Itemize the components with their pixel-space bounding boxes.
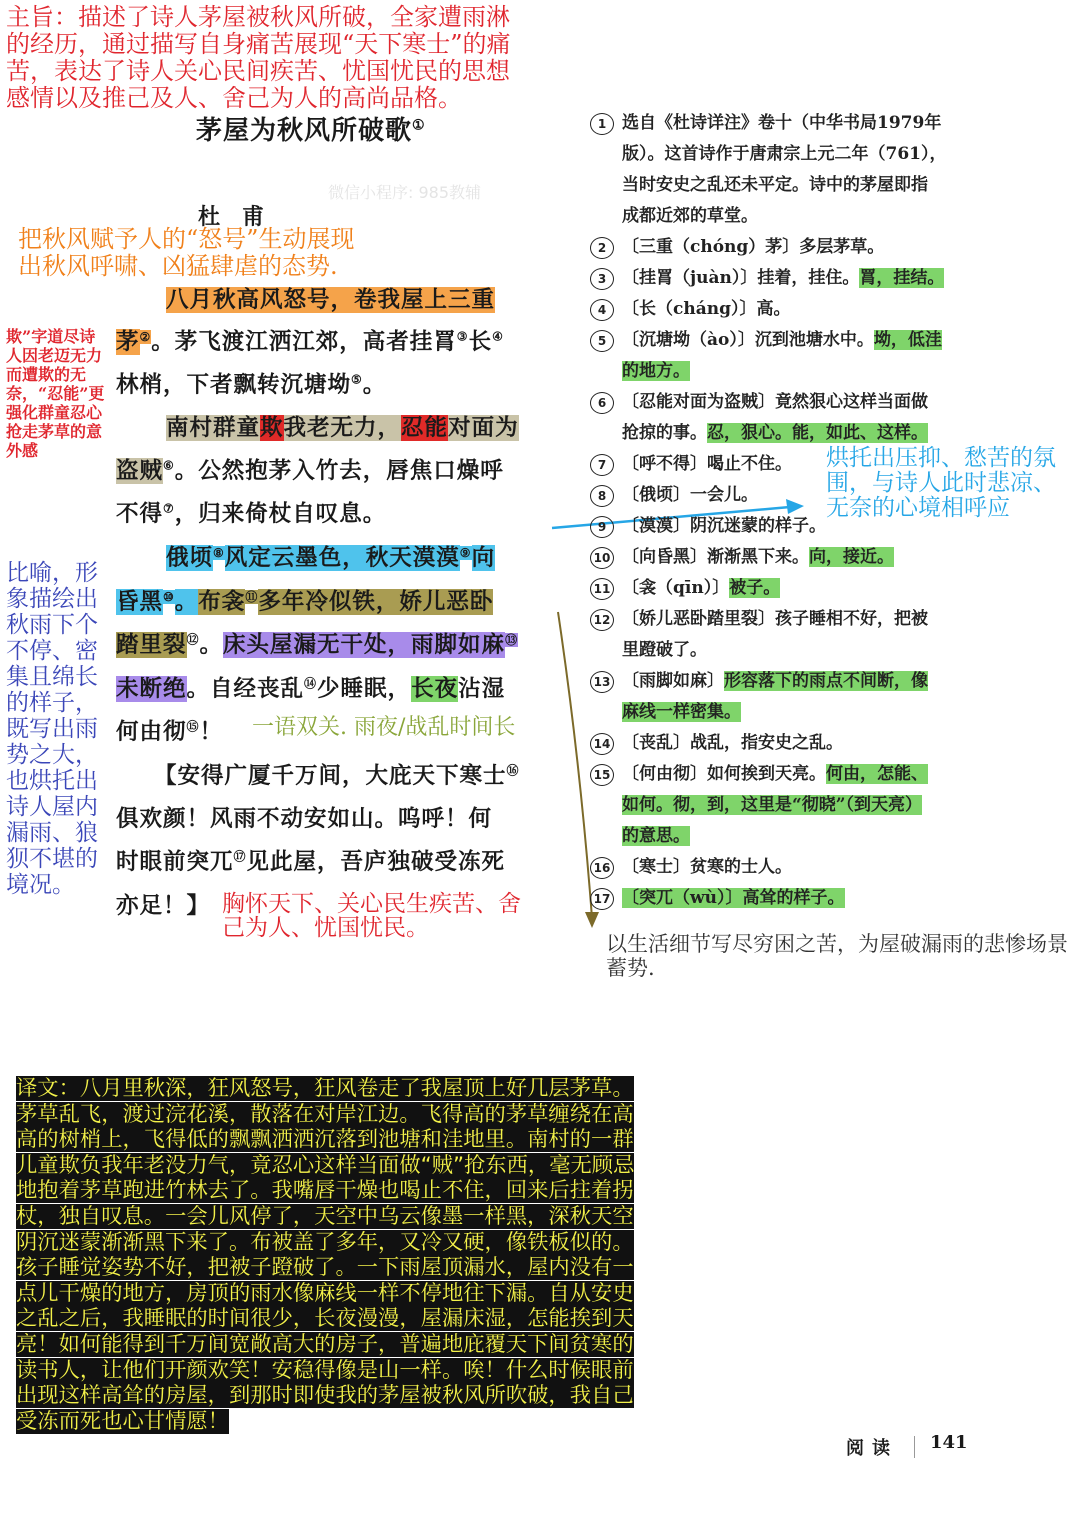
footnote-row bbox=[590, 511, 826, 541]
footnote-highlight: 形容落下的雨点不间断，像 bbox=[724, 671, 928, 691]
footnote-row bbox=[590, 139, 947, 169]
note-marker[interactable]: ⑥ bbox=[163, 458, 175, 473]
poem-text: 向 bbox=[471, 545, 496, 571]
footnote-number: 11 bbox=[590, 578, 614, 600]
footnote-highlight: 被子。 bbox=[729, 578, 781, 598]
footnote-text: 〔忍能对面为盗贼〕竟然狠心这样当面做 bbox=[622, 392, 928, 412]
footnote-text: 〔漠漠〕阴沉迷蒙的样子。 bbox=[622, 516, 826, 536]
poem-author: 杜甫 bbox=[198, 204, 287, 230]
footnote-number: 6 bbox=[590, 392, 614, 414]
footnote-row bbox=[590, 697, 741, 727]
poem-text: 对面为 bbox=[448, 415, 519, 441]
footnote-text: 〔沉塘坳（ào）〕沉到池塘水中。 bbox=[622, 330, 874, 350]
translation-text: 译文：八月里秋深，狂风怒号，狂风卷走了我屋顶上好几层茅草。茅草乱飞，渡过浣花溪，散落在对岸江边。飞得高的茅草缠绕在高高的树梢上，飞得低的飘飘洒洒沉落到池塘和洼地里。南村的一群儿童欺负我年老没力气，竟忍心这样当面做“贼”抢东西，毫无顾忌地抱着茅草跑进竹林去了。我嘴唇干燥也喝止不住，回来后拄着拐杖，独自叹息。一会儿风停了，天空中乌云像墨一样黑，深秋天空阴沉迷蒙渐渐黑下来了。布被盖了多年，又冷又硬，像铁板似的。孩子睡觉姿势不好，把被子蹬破了。一下雨屋顶漏水，屋内没有一点儿干燥的地方，房顶的雨水像麻线一样不停地往下漏。自从安史之乱之后，我睡眠的时间很少，长夜漫漫，屋漏床湿，怎能挨到天亮！如何能得到千万间宽敞高大的房子，普遍地庇覆天下间贫寒的读书人，让他们开颜欢笑！安稳得像是山一样。唉！什么时候眼前出现这样高耸的房屋，到那时即使我的茅屋被秋风所吹破，我自己受冻而死也心甘情愿！ bbox=[16, 1076, 635, 1434]
footnote-text: 版）。这首诗作于唐肃宗上元二年（761）， bbox=[622, 144, 947, 164]
footnote-text: 抢掠的事。 bbox=[622, 423, 707, 443]
poem-text: 昏黑 bbox=[116, 589, 164, 615]
note-marker[interactable]: ⑧ bbox=[213, 545, 225, 560]
footnote-number: 3 bbox=[590, 268, 614, 290]
footnote-number: 10 bbox=[590, 547, 614, 569]
note-marker[interactable]: ⑭ bbox=[304, 676, 318, 691]
note-marker[interactable]: ⑮ bbox=[186, 719, 200, 734]
poem-text: 风定云墨色，秋天漠漠 bbox=[224, 545, 460, 571]
poem-text: 欺 bbox=[260, 415, 284, 441]
footnote-text: 选自《杜诗详注》卷十（中华书局1979年 bbox=[622, 113, 942, 133]
note-marker[interactable]: ⑤ bbox=[351, 372, 363, 387]
poem-text: 长夜 bbox=[411, 676, 459, 702]
theme-annotation: 主旨：描述了诗人茅屋被秋风所破，全家遭雨淋的经历，通过描写自身痛苦展现“天下寒士”的痛苦，表达了诗人关心民间疾苦、忧国忧民的思想感情以及推己及人、舍己为人的高尚品格。 bbox=[6, 3, 511, 112]
footnote-text: 里蹬破了。 bbox=[622, 640, 707, 660]
footnote-row bbox=[590, 356, 690, 386]
note-marker[interactable]: ⑰ bbox=[233, 849, 247, 864]
poem-text: 盗贼 bbox=[116, 458, 164, 484]
note-marker[interactable]: ⑫ bbox=[186, 632, 200, 647]
watermark: 微信小程序: 985教辅 bbox=[328, 183, 482, 202]
footnote-number: 15 bbox=[590, 764, 614, 786]
summary-annotation: 胸怀天下、关心民生疾苦、舍己为人、忧国忧民。 bbox=[222, 891, 521, 941]
footnote-text: 〔向昏黑〕渐渐黑下来。 bbox=[622, 547, 809, 567]
note-marker[interactable]: ③ bbox=[456, 329, 469, 344]
footnote-row bbox=[590, 573, 780, 603]
footnote-highlight: 忍，狠心。能，如此、这样。 bbox=[707, 423, 928, 443]
poem-text: 布衾 bbox=[198, 589, 246, 615]
poem-text: 林梢，下者飘转沉塘坳 bbox=[116, 372, 352, 398]
footnote-row bbox=[590, 480, 758, 510]
poem-text: 茅 bbox=[116, 329, 140, 355]
footnote-row bbox=[590, 201, 758, 231]
footnote-text: 〔娇儿恶卧踏里裂〕孩子睡相不好，把被 bbox=[622, 609, 928, 629]
footnote-text: 〔雨脚如麻〕 bbox=[622, 671, 724, 691]
footnote-row bbox=[590, 790, 922, 820]
poem-text: 亦足！】 bbox=[116, 893, 211, 919]
footnote-row bbox=[590, 635, 707, 665]
note-marker[interactable]: ⑦ bbox=[163, 501, 175, 516]
footnote-text: 〔何由彻〕如何挨到天亮。 bbox=[622, 764, 826, 784]
note-marker[interactable]: ⑩ bbox=[163, 589, 175, 604]
footnote-text: 〔俄顷〕一会儿。 bbox=[622, 485, 758, 505]
wind-annotation: 把秋风赋予人的“怒号”生动展现出秋风呼啸、凶猛肆虐的态势. bbox=[18, 225, 355, 280]
footnote-number: 4 bbox=[590, 299, 614, 321]
translation-block bbox=[16, 1076, 652, 1434]
poem-text: 沾湿 bbox=[458, 676, 506, 702]
footnote-highlight: 何由，怎能、 bbox=[826, 764, 928, 784]
poem-text: ！ bbox=[199, 719, 224, 745]
footnote-text: 〔长（cháng）〕高。 bbox=[622, 299, 791, 319]
poem-text: 多年冷似铁，娇儿恶卧 bbox=[258, 589, 494, 615]
poem-text: 俄顷 bbox=[166, 545, 214, 571]
footnote-row bbox=[590, 418, 928, 448]
poem-text: 。 bbox=[362, 372, 387, 398]
footnote-number: 17 bbox=[590, 888, 614, 910]
footnote-highlight: 〔突兀（wù）〕高耸的样子。 bbox=[622, 888, 845, 908]
footnote-row bbox=[590, 666, 928, 696]
footnote-row bbox=[590, 883, 845, 913]
footnote-text: 〔丧乱〕战乱，指安史之乱。 bbox=[622, 733, 843, 753]
footer-divider bbox=[914, 1436, 915, 1458]
poem-text: 床头屋漏无干处，雨脚如麻 bbox=[223, 632, 506, 658]
footnote-row bbox=[590, 232, 884, 262]
footnote-row bbox=[590, 449, 792, 479]
note-marker[interactable]: ④ bbox=[492, 329, 504, 344]
footnote-text: 〔寒士〕贫寒的士人。 bbox=[622, 857, 792, 877]
footnote-text: 〔衾（qīn）〕 bbox=[622, 578, 730, 598]
footnote-number: 7 bbox=[590, 454, 614, 476]
note-marker[interactable]: ② bbox=[139, 329, 152, 344]
poem-text: 。公然抱茅入竹去，唇焦口燥呼 bbox=[174, 458, 504, 484]
poem-text: 俱欢颜！风雨不动安如山。呜呼！何 bbox=[116, 806, 493, 832]
poem-text: 少睡眠， bbox=[317, 676, 412, 702]
footnote-number: 9 bbox=[590, 516, 614, 538]
section-label: 阅读 bbox=[846, 1438, 898, 1459]
footnote-row bbox=[590, 821, 690, 851]
footnote-highlight: 的意思。 bbox=[622, 826, 690, 846]
footnote-text: 〔挂罥（juàn）〕挂着，挂住。 bbox=[622, 268, 860, 288]
footnote-row bbox=[590, 542, 894, 572]
poem-text: 何由彻 bbox=[116, 719, 187, 745]
olive-arrow-line bbox=[558, 612, 592, 918]
night-annotation: 一语双关. 雨夜/战乱时间长 bbox=[252, 715, 516, 740]
olive-arrowhead bbox=[585, 912, 599, 928]
poem-text: ，归来倚杖自叹息。 bbox=[174, 501, 387, 527]
footnote-row bbox=[590, 728, 843, 758]
footnote-number: 16 bbox=[590, 857, 614, 879]
poem-text: 南村群童 bbox=[166, 415, 261, 441]
poem-text: 。自经丧乱 bbox=[186, 676, 305, 702]
footnote-number: 2 bbox=[590, 237, 614, 259]
footnote-number: 14 bbox=[590, 733, 614, 755]
footnote-row bbox=[590, 852, 792, 882]
footnote-row bbox=[590, 759, 928, 789]
poem-text: 。 bbox=[174, 589, 199, 615]
metaphor-annotation: 比喻，形象描绘出秋雨下个不停、密集且绵长的样子，既写出雨势之大，也烘托出诗人屋内漏雨、狼狈不堪的境况。 bbox=[6, 560, 98, 898]
footnote-highlight: 坳，低洼 bbox=[873, 330, 942, 350]
title-note-marker[interactable]: ① bbox=[412, 117, 426, 134]
poem-text: 见此屋，吾庐独破受冻死 bbox=[246, 849, 506, 875]
footnote-number: 12 bbox=[590, 609, 614, 631]
footnote-text: 〔呼不得〕喝止不住。 bbox=[622, 454, 792, 474]
note-marker[interactable]: ⑨ bbox=[459, 545, 472, 560]
poem-text: 未断绝 bbox=[116, 676, 187, 702]
poem-text: 【安得广厦千万间，大庇天下寒士 bbox=[154, 763, 507, 789]
footnote-number: 1 bbox=[590, 113, 614, 135]
note-marker[interactable]: ⑬ bbox=[505, 632, 519, 647]
footnote-row bbox=[590, 387, 928, 417]
poem-text: 。 bbox=[199, 632, 224, 658]
atmosphere-annotation: 烘托出压抑、愁苦的氛围，与诗人此时悲凉、无奈的心境相呼应 bbox=[826, 445, 1056, 521]
page-number: 141 bbox=[930, 1432, 968, 1453]
footnote-number: 5 bbox=[590, 330, 614, 352]
poem-text: 时眼前突兀 bbox=[116, 849, 234, 875]
footnote-text: 〔三重（chóng）茅〕多层茅草。 bbox=[622, 237, 885, 257]
qi-annotation: 欺”字道尽诗人因老迈无力而遭欺的无奈，“忍能”更强化群童忍心抢走茅草的意外感 bbox=[6, 327, 105, 460]
footnote-highlight: 向，接近。 bbox=[809, 547, 894, 567]
footnote-text: 成都近郊的草堂。 bbox=[622, 206, 758, 226]
footnote-number: 8 bbox=[590, 485, 614, 507]
poem-text: 不得 bbox=[116, 501, 164, 527]
note-marker[interactable]: ⑪ bbox=[245, 589, 259, 604]
detail-annotation: 以生活细节写尽穷困之苦，为屋破漏雨的悲惨场景蓄势. bbox=[606, 932, 1068, 980]
footnote-highlight: 麻线一样密集。 bbox=[622, 702, 741, 722]
poem-text: 。茅飞渡江洒江郊，高者挂罥 bbox=[151, 329, 457, 355]
footnote-row bbox=[590, 294, 790, 324]
poem-text: 忍能 bbox=[401, 415, 449, 441]
footnote-highlight: 罥，挂结。 bbox=[859, 268, 945, 288]
footnote-text: 当时安史之乱还未平定。诗中的茅屋即指 bbox=[622, 175, 928, 195]
footnote-highlight: 的地方。 bbox=[622, 361, 690, 381]
note-marker[interactable]: ⑯ bbox=[506, 763, 520, 778]
footnote-number: 13 bbox=[590, 671, 614, 693]
poem-text: 八月秋高风怒号，卷我屋上三重 bbox=[166, 287, 496, 313]
footnote-highlight: 如何。彻，到，这里是“彻晓”（到天亮） bbox=[622, 795, 923, 815]
footnote-row bbox=[590, 108, 941, 138]
footnote-row bbox=[590, 170, 928, 200]
poem-text: 踏里裂 bbox=[116, 632, 187, 658]
footnote-row bbox=[590, 263, 944, 293]
poem-text: 长 bbox=[468, 329, 493, 355]
poem-text: 我老无力， bbox=[283, 415, 402, 441]
footnote-row bbox=[590, 604, 928, 634]
footnote-row bbox=[590, 325, 942, 355]
poem-title-text: 茅屋为秋风所破歌 bbox=[196, 116, 413, 146]
